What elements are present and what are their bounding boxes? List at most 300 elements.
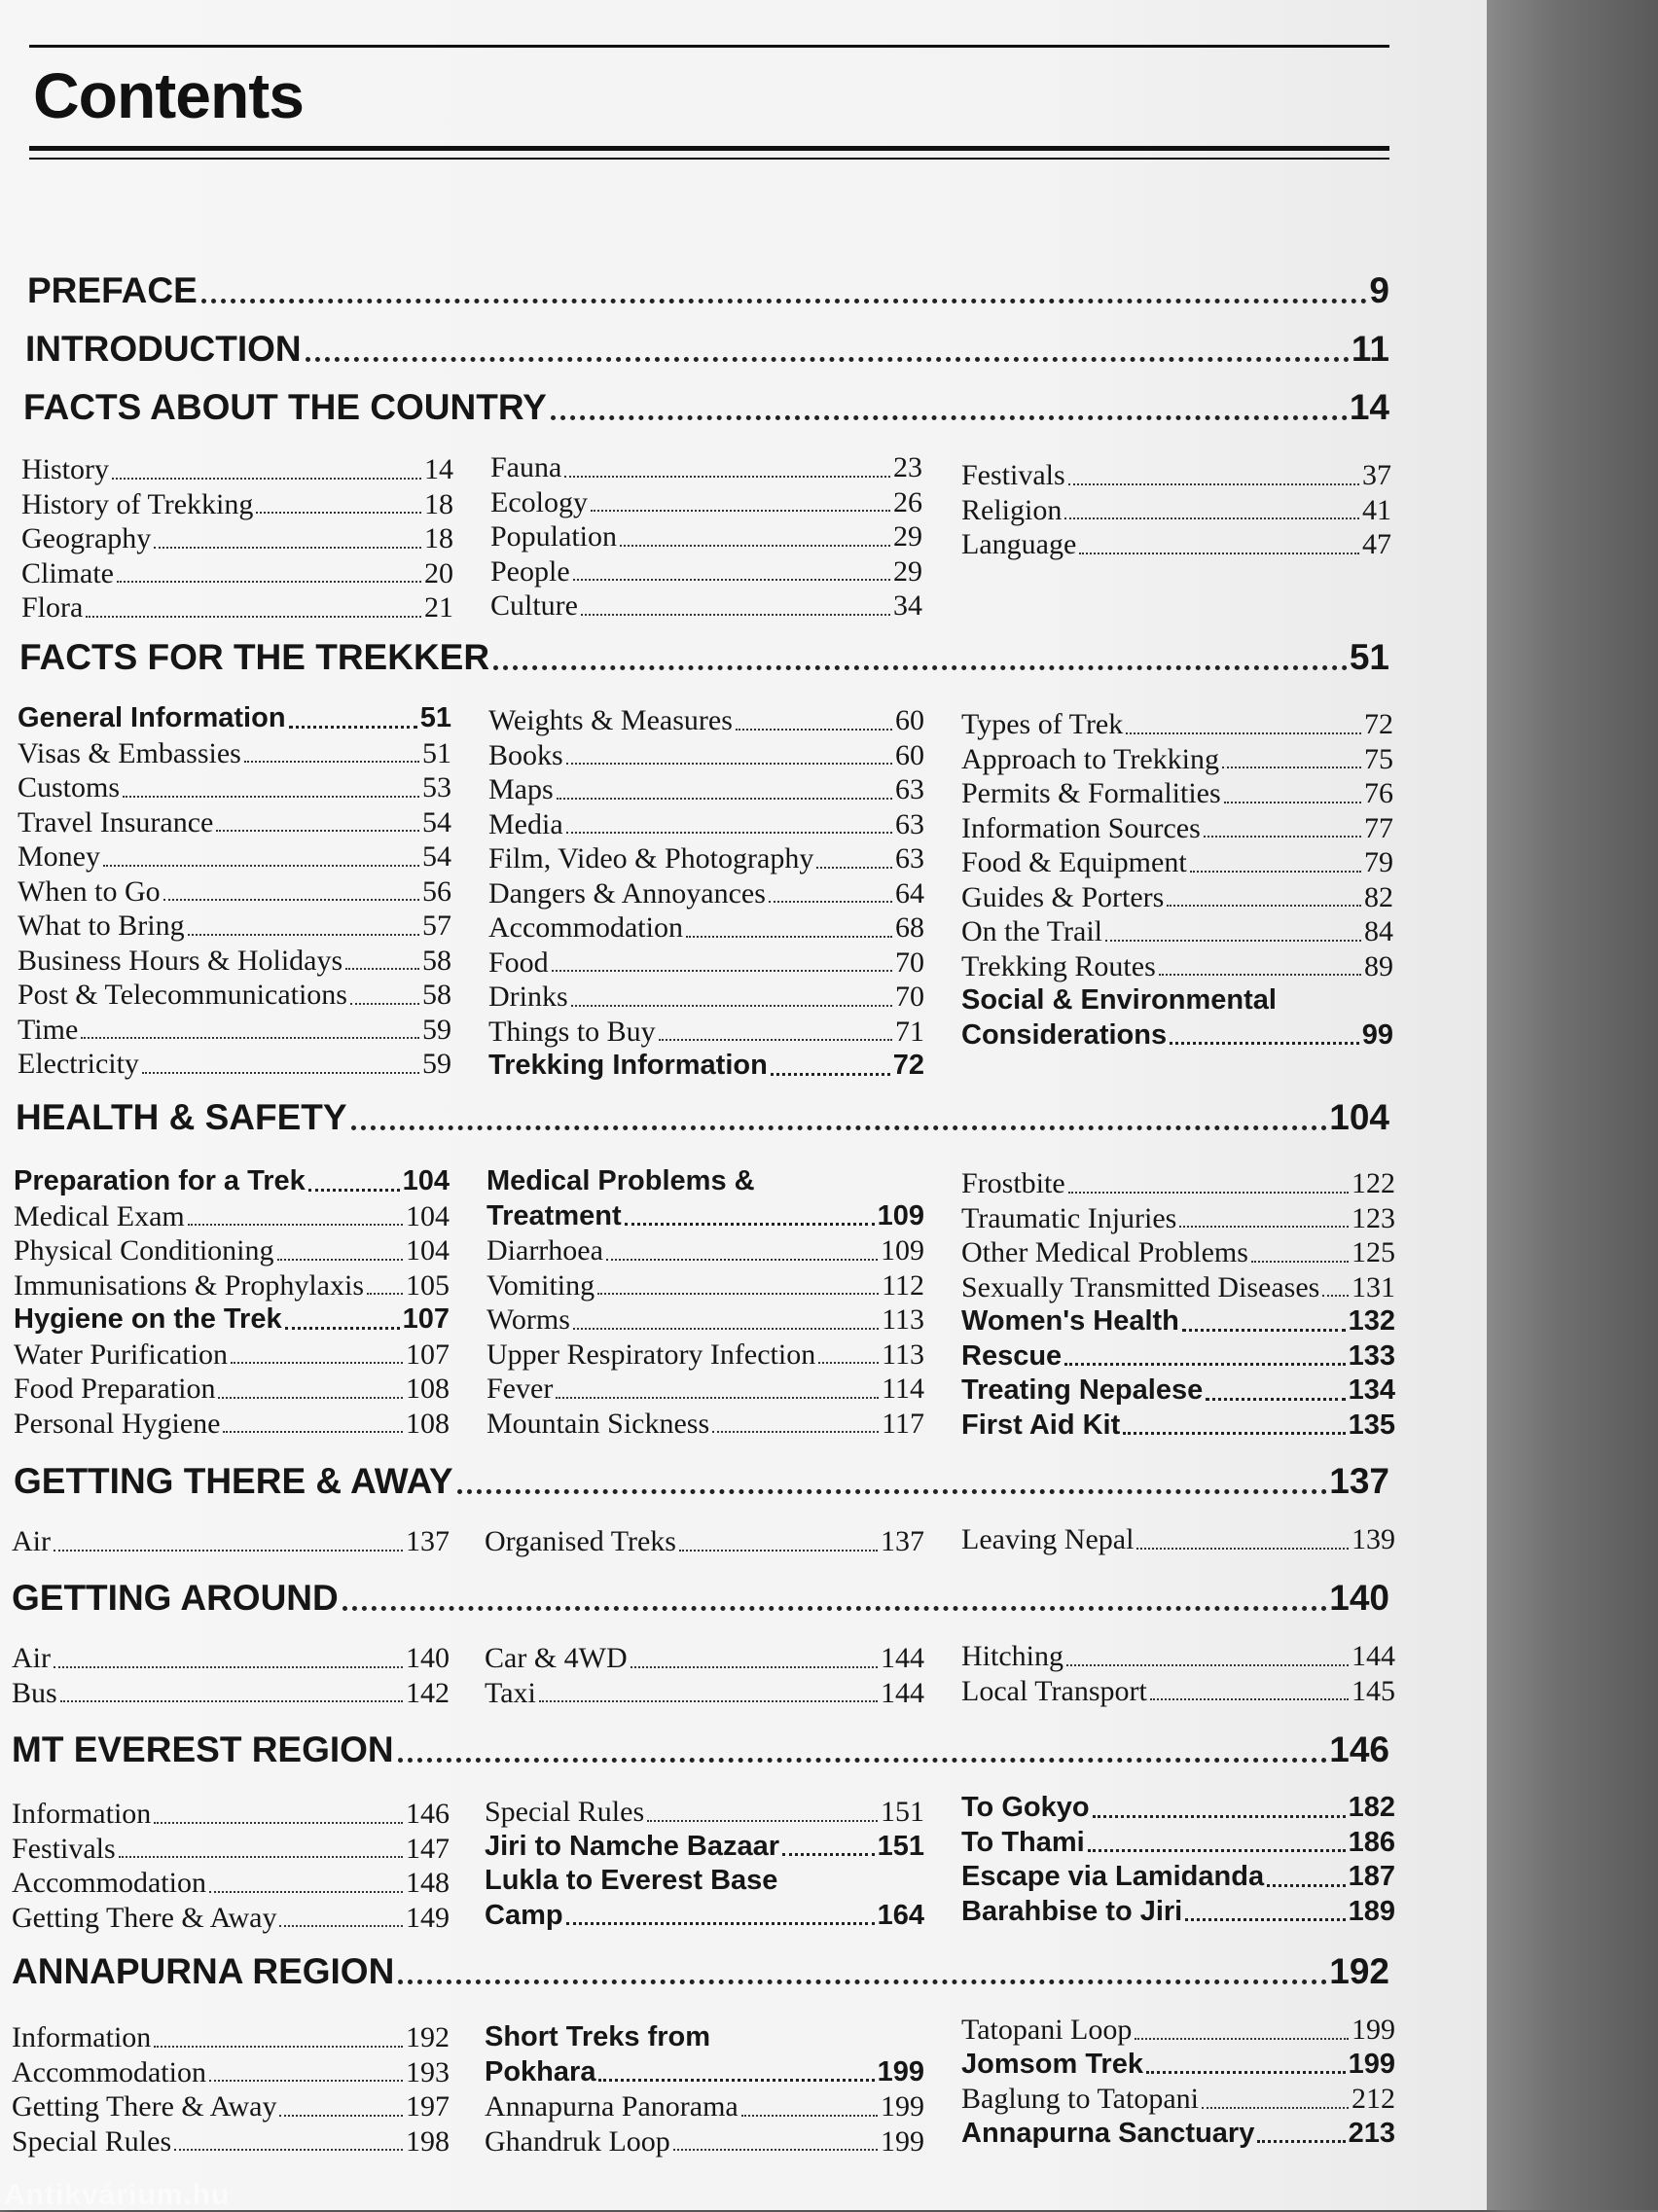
leader-dots: [154, 547, 421, 549]
toc-entry[interactable]: [12, 2090, 450, 2125]
entry-page: 21: [424, 591, 453, 624]
entry-page: 82: [1364, 880, 1393, 913]
heading-page: 11: [1351, 329, 1389, 369]
toc-entry[interactable]: [961, 1640, 1395, 1675]
toc-entry[interactable]: [961, 2118, 1395, 2153]
toc-entry[interactable]: [490, 451, 922, 486]
entry-page: 151: [877, 1830, 924, 1862]
entry-label: Maps: [488, 773, 554, 805]
entry-label: Food Preparation: [14, 1373, 216, 1405]
leader-dots: [256, 512, 421, 514]
leader-dots: [736, 729, 892, 731]
toc-entry[interactable]: [485, 1796, 924, 1831]
entry-page: 144: [1352, 1640, 1395, 1672]
leader-dots: [493, 665, 1348, 670]
leader-dots: [769, 901, 892, 903]
toc-entry[interactable]: [485, 1677, 924, 1712]
toc-entry[interactable]: [14, 1200, 450, 1235]
entry-label: What to Bring: [18, 910, 185, 942]
toc-entry[interactable]: [488, 911, 924, 946]
toc-entry[interactable]: [961, 812, 1393, 847]
leader-dots: [367, 1293, 403, 1295]
toc-entry[interactable]: [961, 1019, 1393, 1054]
toc-entry[interactable]: [961, 1896, 1395, 1931]
leader-dots: [741, 2115, 878, 2117]
toc-entry[interactable]: [14, 1338, 450, 1374]
toc-entry[interactable]: [961, 1305, 1395, 1340]
toc-heading-facts-country[interactable]: [23, 387, 1389, 428]
toc-entry[interactable]: [12, 1867, 450, 1902]
toc-heading-annapurna[interactable]: [12, 1951, 1389, 1992]
leader-dots: [345, 968, 419, 970]
leader-dots: [351, 1125, 1328, 1130]
entry-page: 107: [402, 1303, 450, 1335]
title-rule-thick: [29, 146, 1389, 151]
entry-page: 149: [406, 1901, 450, 1934]
toc-entry[interactable]: [488, 773, 924, 808]
toc-heading-health[interactable]: [16, 1097, 1389, 1138]
leader-dots: [60, 1700, 403, 1702]
toc-entry[interactable]: [961, 1202, 1395, 1237]
entry-page: 89: [1364, 949, 1393, 982]
entry-page: 147: [406, 1832, 450, 1865]
entry-label: Money: [18, 840, 100, 873]
leader-dots: [1167, 905, 1361, 907]
entry-label: General Information: [18, 702, 286, 733]
toc-entry[interactable]: [487, 1234, 924, 1269]
getting-there-col-1: [12, 1525, 450, 1560]
entry-label: Lukla to Everest Base: [485, 1865, 778, 1896]
entry-label: Weights & Measures: [488, 704, 733, 736]
toc-entry[interactable]: [490, 555, 922, 590]
entry-label: Dangers & Annoyances: [488, 876, 766, 910]
leader-dots: [771, 1073, 890, 1076]
entry-label: Visas & Embassies: [18, 736, 241, 769]
entry-label: Language: [961, 528, 1077, 560]
toc-entry[interactable]: [485, 1642, 924, 1677]
entry-label: Barahbise to Jiri: [961, 1895, 1183, 1927]
toc-entry[interactable]: [485, 1525, 924, 1560]
entry-page: 135: [1348, 1409, 1395, 1441]
entry-label: Vomiting: [487, 1268, 595, 1302]
toc-entry[interactable]: [961, 1374, 1395, 1409]
toc-entry[interactable]: [18, 1014, 451, 1049]
entry-label: Upper Respiratory Infection: [487, 1338, 816, 1371]
entry-label: Trekking Routes: [961, 949, 1156, 982]
leader-dots: [103, 865, 419, 867]
toc-entry[interactable]: [488, 842, 924, 877]
entry-page: 113: [882, 1338, 924, 1371]
leader-dots: [679, 1550, 878, 1552]
entry-label: Business Hours & Holidays: [18, 944, 343, 977]
entry-label: Water Purification: [14, 1338, 229, 1371]
entry-page: 75: [1364, 742, 1393, 775]
entry-label: Media: [488, 807, 563, 840]
toc-heading-introduction[interactable]: [25, 329, 1389, 370]
heading-label: MT EVEREST REGION: [12, 1730, 394, 1769]
entry-page: 57: [422, 910, 451, 942]
toc-entry[interactable]: [961, 743, 1393, 778]
entry-label: Special Rules: [485, 1796, 645, 1828]
entry-label: Post & Telecommunications: [18, 979, 347, 1011]
toc-entry[interactable]: [490, 520, 922, 555]
entry-label: Geography: [21, 522, 152, 554]
entry-label: Types of Trek: [961, 708, 1124, 740]
toc-entry[interactable]: [487, 1408, 924, 1443]
getting-there-col-3: [961, 1523, 1395, 1558]
toc-entry[interactable]: [485, 2125, 924, 2160]
leader-dots: [86, 616, 421, 618]
entry-page: 189: [1348, 1895, 1395, 1927]
toc-entry[interactable]: [12, 1677, 450, 1712]
entry-page: 140: [406, 1642, 450, 1674]
entry-page: 192: [406, 2021, 450, 2053]
toc-entry[interactable]: [961, 459, 1391, 494]
entry-page: 104: [406, 1234, 450, 1267]
toc-entry[interactable]: [18, 806, 451, 841]
toc-entry[interactable]: [12, 1525, 450, 1560]
entry-label: History: [21, 453, 109, 485]
annapurna-col-1: [12, 2021, 450, 2159]
toc-entry[interactable]: [488, 981, 924, 1016]
entry-label: Air: [12, 1642, 51, 1674]
toc-heading-preface[interactable]: [27, 270, 1389, 311]
toc-entry[interactable]: [14, 1234, 450, 1269]
entry-label: Women's Health: [961, 1305, 1179, 1337]
toc-entry[interactable]: [961, 915, 1393, 950]
toc-entry[interactable]: [961, 1827, 1395, 1862]
entry-label: Physical Conditioning: [14, 1234, 274, 1267]
toc-entry[interactable]: [488, 877, 924, 912]
entry-page: 63: [895, 807, 924, 840]
page-title: Contents: [33, 59, 304, 131]
toc-entry[interactable]: [961, 881, 1393, 916]
leader-dots: [154, 1822, 403, 1824]
leader-dots: [188, 1224, 403, 1226]
toc-entry[interactable]: [485, 1865, 924, 1900]
leader-dots: [1206, 1398, 1345, 1401]
entry-label: Leaving Nepal: [961, 1523, 1135, 1555]
entry-label: Trekking Information: [488, 1050, 768, 1081]
entry-page: 56: [422, 874, 451, 908]
facts-trekker-col-3: [961, 708, 1393, 1053]
toc-entry[interactable]: [12, 1833, 450, 1868]
toc-entry[interactable]: [485, 1900, 924, 1935]
toc-entry[interactable]: [961, 2049, 1395, 2084]
heading-label: FACTS FOR THE TREKKER: [19, 637, 490, 677]
entry-label: Permits & Formalities: [961, 777, 1221, 809]
entry-label: Customs: [18, 771, 121, 803]
entry-page: 58: [422, 979, 451, 1011]
entry-label: Jomsom Trek: [961, 2048, 1143, 2080]
toc-entry[interactable]: [487, 1269, 924, 1304]
facts-country-col-2: [490, 451, 922, 624]
entry-page: 51: [422, 736, 451, 769]
top-rule: [29, 45, 1389, 48]
entry-label: Electricity: [18, 1048, 139, 1080]
leader-dots: [1150, 1698, 1349, 1700]
toc-entry[interactable]: [485, 2021, 924, 2056]
leader-dots: [1079, 553, 1359, 554]
entry-page: 18: [424, 522, 453, 554]
watermark: Antikvárium.hu: [4, 2179, 231, 2211]
everest-col-3: [961, 1792, 1395, 1930]
entry-label: Organised Treks: [485, 1525, 676, 1557]
entry-page: 108: [406, 1407, 450, 1440]
entry-page: 144: [881, 1676, 924, 1709]
toc-entry[interactable]: [12, 1642, 450, 1677]
toc-entry[interactable]: [490, 589, 922, 624]
annapurna-col-3: [961, 2014, 1395, 2152]
heading-label: INTRODUCTION: [25, 329, 302, 369]
entry-page: 20: [424, 556, 453, 589]
entry-label: Medical Problems &: [487, 1165, 755, 1196]
toc-heading-getting-there[interactable]: [14, 1461, 1389, 1502]
entry-page: 114: [882, 1373, 924, 1405]
toc-entry[interactable]: [487, 1338, 924, 1374]
getting-around-col-2: [485, 1642, 924, 1711]
leader-dots: [1202, 2107, 1349, 2109]
toc-entry[interactable]: [485, 2056, 924, 2091]
leader-dots: [1185, 1918, 1345, 1921]
toc-entry[interactable]: [488, 739, 924, 774]
leader-dots: [1105, 940, 1361, 942]
toc-entry[interactable]: [12, 2021, 450, 2056]
toc-entry[interactable]: [961, 1523, 1395, 1558]
facts-country-col-3: [961, 459, 1391, 563]
toc-entry[interactable]: [21, 453, 453, 488]
leader-dots: [573, 579, 890, 581]
facts-trekker-col-2: [488, 704, 924, 1085]
entry-label: Other Medical Problems: [961, 1236, 1248, 1268]
leader-dots: [556, 1397, 879, 1399]
toc-entry[interactable]: [21, 488, 453, 523]
entry-label: On the Trail: [961, 915, 1103, 947]
entry-label: Worms: [487, 1303, 570, 1336]
toc-entry[interactable]: [961, 1340, 1395, 1375]
leader-dots: [231, 1362, 403, 1364]
leader-dots: [342, 1606, 1328, 1611]
leader-dots: [712, 1431, 879, 1433]
getting-there-col-2: [485, 1525, 924, 1560]
toc-entry[interactable]: [487, 1200, 924, 1235]
toc-entry[interactable]: [961, 1861, 1395, 1896]
heading-label: PREFACE: [27, 270, 198, 310]
toc-entry[interactable]: [961, 950, 1393, 985]
toc-entry[interactable]: [21, 557, 453, 592]
toc-entry[interactable]: [961, 494, 1391, 529]
toc-entry[interactable]: [14, 1269, 450, 1304]
toc-entry[interactable]: [18, 737, 451, 772]
leader-dots: [1064, 517, 1359, 519]
toc-heading-everest[interactable]: [12, 1730, 1389, 1770]
leader-dots: [289, 726, 417, 729]
entry-label: Books: [488, 738, 563, 771]
entry-page: 199: [881, 2124, 924, 2158]
leader-dots: [598, 2079, 874, 2082]
leader-dots: [1159, 974, 1361, 976]
toc-entry[interactable]: [14, 1408, 450, 1443]
entry-label: Traumatic Injuries: [961, 1201, 1177, 1234]
toc-entry[interactable]: [18, 840, 451, 875]
leader-dots: [119, 1856, 403, 1858]
toc-entry[interactable]: [488, 704, 924, 739]
heading-page: 137: [1329, 1461, 1389, 1501]
toc-entry[interactable]: [961, 708, 1393, 743]
entry-label: Short Treks from: [485, 2021, 711, 2052]
toc-entry[interactable]: [490, 486, 922, 521]
leader-dots: [1146, 2071, 1346, 2074]
toc-entry[interactable]: [21, 522, 453, 557]
toc-entry[interactable]: [487, 1373, 924, 1408]
toc-entry[interactable]: [961, 1792, 1395, 1827]
leader-dots: [659, 1039, 892, 1041]
entry-page: 187: [1348, 1861, 1395, 1892]
leader-dots: [201, 299, 1368, 303]
toc-entry[interactable]: [961, 1271, 1395, 1306]
toc-entry[interactable]: [961, 1409, 1395, 1445]
leader-dots: [1267, 1884, 1346, 1887]
toc-entry[interactable]: [487, 1165, 924, 1200]
toc-entry[interactable]: [12, 2056, 450, 2091]
toc-entry[interactable]: [18, 910, 451, 945]
entry-label: Sexually Transmitted Diseases: [961, 1270, 1320, 1303]
entry-page: 125: [1352, 1236, 1395, 1268]
toc-entry[interactable]: [21, 591, 453, 626]
entry-page: 58: [422, 944, 451, 977]
entry-page: 107: [406, 1338, 450, 1371]
entry-label: When to Go: [18, 874, 161, 908]
entry-page: 198: [406, 2124, 450, 2158]
toc-entry[interactable]: [485, 2090, 924, 2125]
entry-label: Escape via Lamidanda: [961, 1861, 1265, 1892]
toc-entry[interactable]: [18, 979, 451, 1014]
toc-entry[interactable]: [18, 771, 451, 806]
leader-dots: [223, 1431, 403, 1433]
getting-around-col-1: [12, 1642, 450, 1711]
title-rule-thin: [29, 158, 1389, 160]
entry-page: 148: [406, 1867, 450, 1899]
leader-dots: [1126, 732, 1361, 734]
leader-dots: [244, 761, 419, 763]
entry-label: Hitching: [961, 1640, 1063, 1672]
entry-page: 51: [419, 702, 451, 733]
toc-entry[interactable]: [12, 2125, 450, 2160]
leader-dots: [647, 1820, 878, 1822]
leader-dots: [285, 1327, 400, 1330]
entry-page: 60: [895, 704, 924, 736]
entry-label: Food: [488, 945, 549, 979]
heading-page: 104: [1329, 1097, 1389, 1137]
entry-label: Fauna: [490, 451, 562, 483]
toc-entry[interactable]: [488, 1016, 924, 1051]
toc-entry[interactable]: [488, 808, 924, 843]
entry-page: 54: [422, 805, 451, 838]
toc-entry[interactable]: [961, 1675, 1395, 1710]
entry-page: 133: [1348, 1339, 1395, 1372]
entry-label: Travel Insurance: [18, 805, 214, 838]
leader-dots: [117, 581, 421, 583]
toc-entry[interactable]: [488, 946, 924, 981]
leader-dots: [308, 1189, 400, 1192]
leader-dots: [818, 1362, 879, 1364]
toc-entry[interactable]: [18, 702, 451, 737]
toc-entry[interactable]: [961, 846, 1393, 881]
heading-label: ANNAPURNA REGION: [12, 1951, 395, 1991]
toc-entry[interactable]: [961, 984, 1393, 1019]
entry-label: People: [490, 554, 570, 588]
toc-entry[interactable]: [14, 1373, 450, 1408]
entry-label: To Gokyo: [961, 1792, 1090, 1823]
entry-page: 37: [1362, 459, 1391, 491]
entry-page: 122: [1352, 1167, 1395, 1199]
leader-dots: [625, 1223, 875, 1226]
entry-page: 139: [1352, 1523, 1395, 1555]
entry-page: 59: [422, 1048, 451, 1080]
leader-dots: [1222, 767, 1361, 768]
leader-dots: [154, 2046, 403, 2048]
entry-page: 151: [881, 1796, 924, 1828]
entry-label: Things to Buy: [488, 1015, 656, 1048]
heading-label: HEALTH & SAFETY: [16, 1097, 347, 1137]
toc-heading-facts-trekker[interactable]: [19, 637, 1389, 678]
leader-dots: [218, 1397, 403, 1399]
entry-page: 146: [406, 1798, 450, 1830]
toc-entry[interactable]: [18, 945, 451, 980]
leader-dots: [606, 1259, 878, 1261]
heading-page: 9: [1369, 270, 1389, 310]
entry-label: Population: [490, 520, 618, 553]
toc-entry[interactable]: [961, 2014, 1395, 2049]
leader-dots: [1182, 1329, 1346, 1332]
toc-heading-getting-around[interactable]: [12, 1578, 1389, 1619]
toc-entry[interactable]: [961, 2083, 1395, 2118]
leader-dots: [1204, 836, 1361, 838]
toc-entry[interactable]: [961, 1236, 1395, 1271]
toc-entry[interactable]: [18, 1048, 451, 1083]
toc-entry[interactable]: [14, 1303, 450, 1338]
toc-entry[interactable]: [18, 875, 451, 910]
entry-page: 26: [893, 485, 922, 518]
toc-entry[interactable]: [488, 1050, 924, 1085]
toc-entry[interactable]: [12, 1798, 450, 1833]
entry-page: 71: [895, 1015, 924, 1048]
entry-label: Annapurna Sanctuary: [961, 2117, 1255, 2149]
entry-label: Information: [12, 1798, 152, 1830]
toc-entry[interactable]: [961, 1167, 1395, 1202]
entry-label: Treatment: [487, 1199, 622, 1231]
entry-label: Accommodation: [488, 911, 683, 944]
entry-page: 144: [881, 1642, 924, 1674]
entry-page: 104: [406, 1199, 450, 1232]
leader-dots: [573, 1328, 879, 1330]
toc-entry[interactable]: [961, 777, 1393, 812]
entry-page: 77: [1364, 811, 1393, 844]
toc-entry[interactable]: [487, 1303, 924, 1338]
entry-page: 84: [1364, 915, 1393, 947]
entry-label: Bus: [12, 1676, 57, 1709]
toc-entry[interactable]: [961, 528, 1391, 563]
entry-page: 23: [893, 451, 922, 483]
leader-dots: [1068, 483, 1359, 485]
entry-page: 117: [882, 1407, 924, 1440]
entry-page: 212: [1352, 2083, 1395, 2115]
toc-entry[interactable]: [12, 1902, 450, 1937]
toc-entry[interactable]: [14, 1165, 450, 1200]
entry-label: Getting There & Away: [12, 1901, 277, 1934]
leader-dots: [1068, 1192, 1349, 1194]
toc-entry[interactable]: [485, 1831, 924, 1866]
